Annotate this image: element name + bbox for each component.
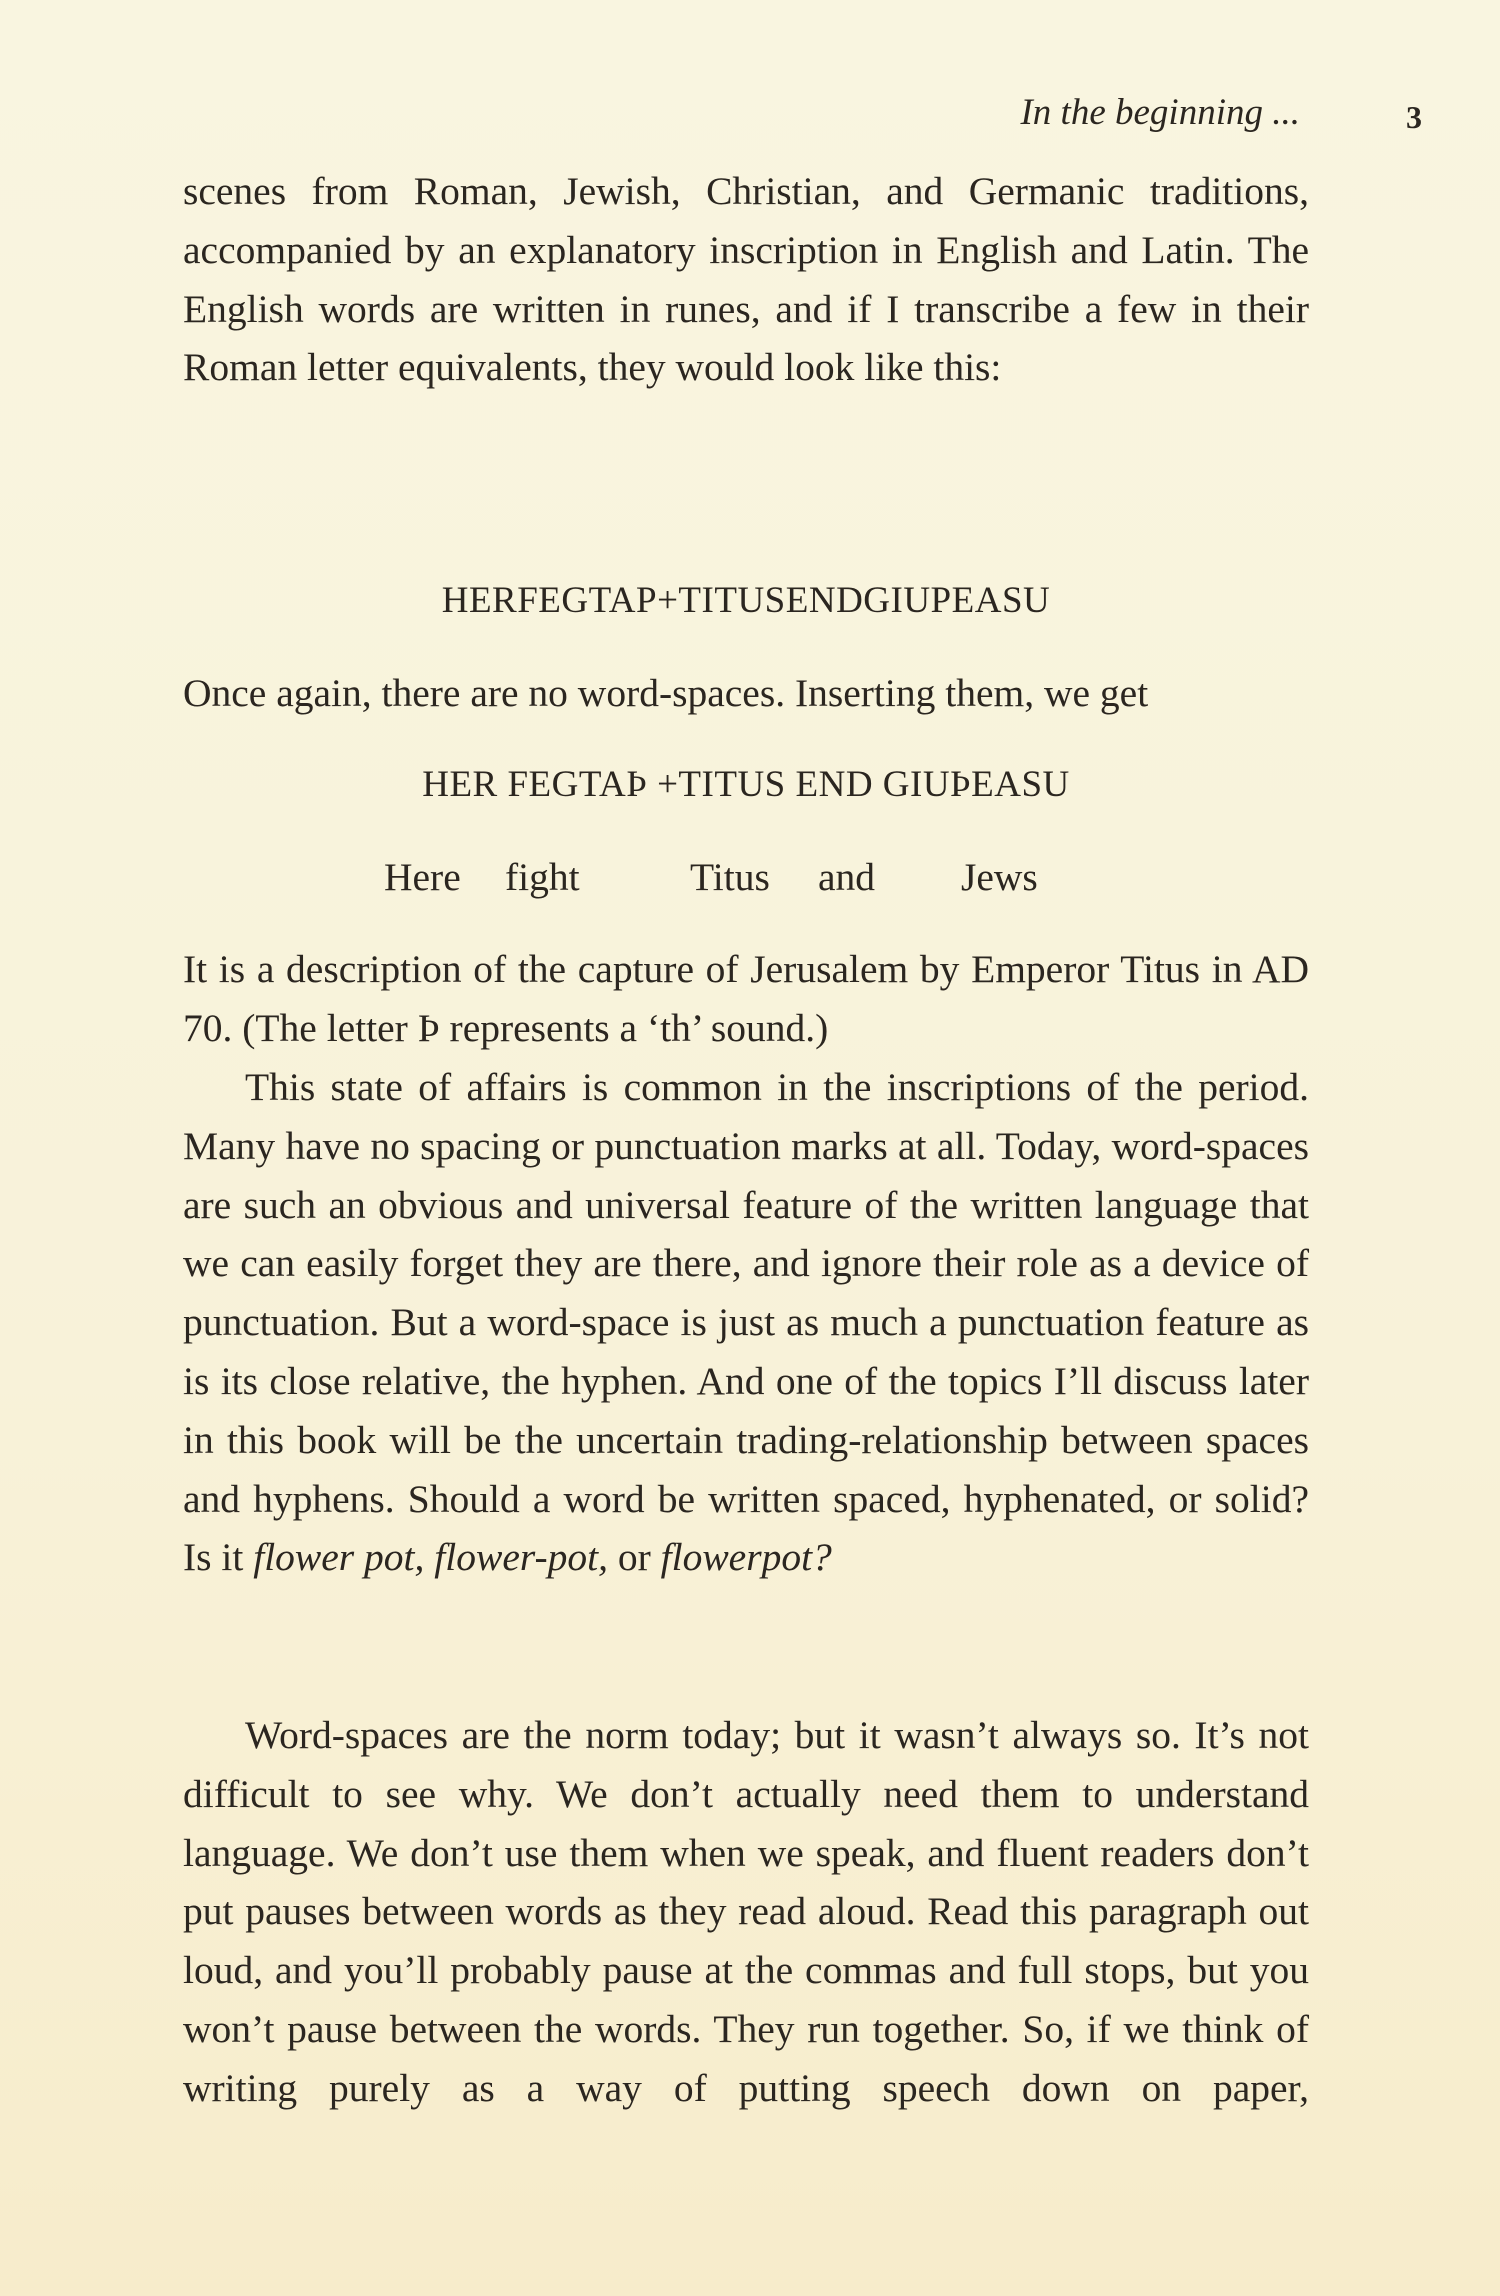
paragraph-3: It is a description of the capture of Jerusalem by Emperor Titus in AD 70. (The letter Þ represents a ‘th’ sound.) bbox=[183, 947, 1309, 1050]
paragraph-4-block bbox=[183, 1058, 1309, 1587]
running-head: In the beginning ... bbox=[1020, 92, 1300, 133]
word-gloss bbox=[0, 848, 1500, 906]
page-number: 3 bbox=[1406, 99, 1422, 135]
page-header bbox=[0, 88, 1500, 138]
example-flower-hyphen-pot: flower-pot, bbox=[434, 1535, 608, 1580]
paragraph-4 bbox=[183, 1058, 1309, 1587]
gloss-here: Here bbox=[384, 855, 461, 899]
example-flowerpot: flowerpot? bbox=[660, 1535, 832, 1580]
paragraph-5: Word-spaces are the norm today; but it wasn’t always so. It’s not difficult to see why. We don’t actually need them to understand language. We don’t use them when we speak, and fluent readers don’t put pauses between words as they read aloud. Read this paragraph out loud, and you’ll probably pause at the commas and full stops, but you won’t pause between the words. They run together. So, if we think of writing purely as a way of putting speech down on paper, bbox=[183, 1713, 1309, 2110]
example-flower-pot: flower pot, bbox=[253, 1535, 425, 1580]
gloss-jews: Jews bbox=[961, 855, 1038, 899]
paragraph-1: scenes from Roman, Jewish, Christian, and Germanic traditions, accompanied by an explanatory inscription in English and Latin. The English words are written in runes, and if I transcribe a few in their Roman letter equivalents, they would look like this: bbox=[183, 169, 1309, 390]
gloss-titus: Titus bbox=[690, 855, 770, 899]
rune-transcription: HERFEGTAP+TITUSENDGIUPEASU bbox=[441, 580, 1051, 621]
paragraph-3-block bbox=[183, 940, 1309, 1058]
paragraph-5-block bbox=[183, 1706, 1309, 2118]
paragraph-2-block bbox=[183, 664, 1309, 723]
rune-spaced: HER FEGTAÞ +TITUS END GIUÞEASU bbox=[422, 764, 1070, 805]
paragraph-continuation bbox=[183, 162, 1309, 397]
paragraph-2: Once again, there are no word-spaces. Inserting them, we get bbox=[183, 671, 1149, 715]
gloss-and: and bbox=[818, 855, 876, 899]
paragraph-4-or: or bbox=[607, 1535, 661, 1580]
gloss-fight: fight bbox=[505, 855, 580, 899]
paragraph-4-text: This state of affairs is common in the inscriptions of the period. Many have no spacing or punctuation marks at all. Today, word-spaces are such an obvious and universal feature of the written language that we can easily forget they are there, and ignore their role as a device of punctuation. But a word-space is just as much a punctuation feature as is its close relative, the hyphen. And one of the topics I’ll discuss later in this book will be the uncertain trading-relationship between spaces and hyphens. Should a word be written spaced, hyphenated, or solid? Is it bbox=[183, 1065, 1309, 1580]
